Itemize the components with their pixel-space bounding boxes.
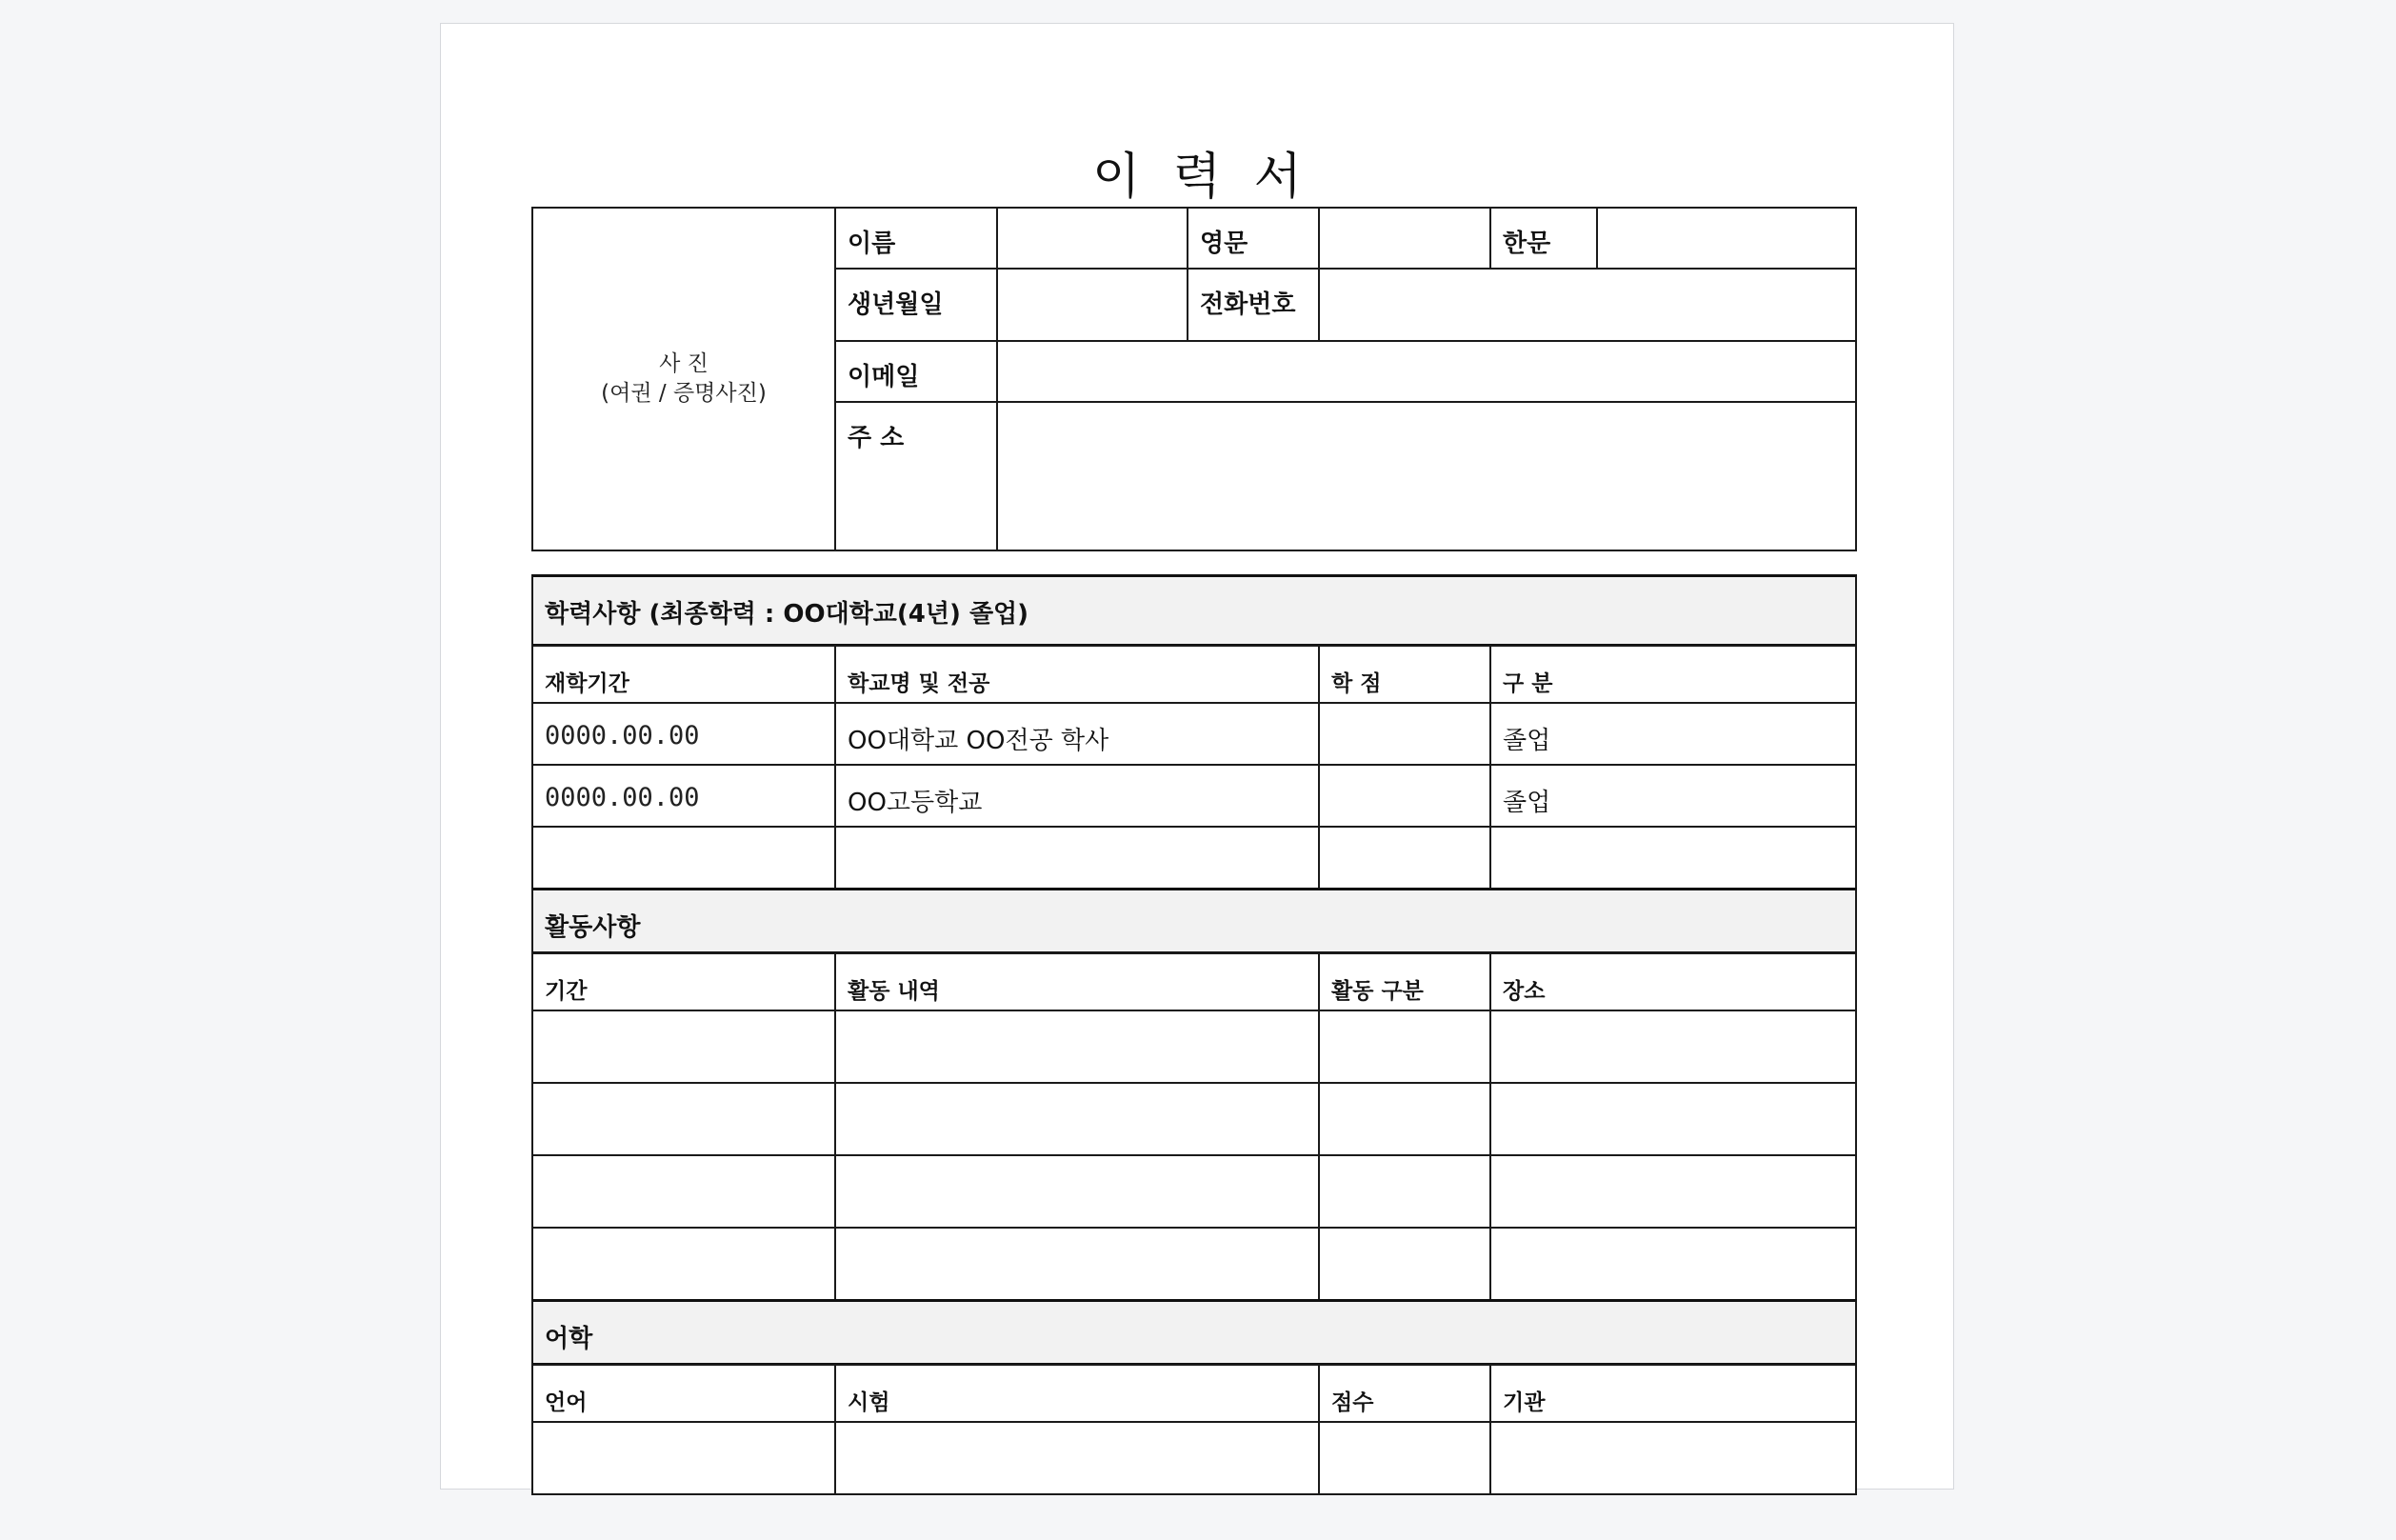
resume-form <box>531 207 1857 1540</box>
activities-row-detail[interactable] <box>834 1082 1320 1156</box>
address-field[interactable] <box>996 401 1857 551</box>
hanja-name-field[interactable] <box>1596 207 1857 270</box>
activities-row-detail[interactable] <box>834 1010 1320 1084</box>
language-header-org: 기관 <box>1489 1364 1857 1423</box>
page-title: 이 력 서 <box>1092 149 1302 206</box>
education-row-status[interactable] <box>1489 826 1857 890</box>
education-row-period[interactable] <box>531 826 836 890</box>
activities-row-type[interactable] <box>1318 1227 1491 1301</box>
education-row-school[interactable] <box>834 826 1320 890</box>
language-header-test: 시험 <box>834 1364 1320 1423</box>
language-section-title: 어학 <box>531 1299 1857 1366</box>
education-header-status: 구 분 <box>1489 645 1857 704</box>
activities-row-period[interactable] <box>531 1010 836 1084</box>
activities-row-detail[interactable] <box>834 1227 1320 1301</box>
activities-row-place[interactable] <box>1489 1227 1857 1301</box>
photo-note: (여권 / 증명사진) <box>601 381 767 406</box>
education-row-period[interactable]: 0000.00.00 <box>531 702 836 766</box>
document-page <box>440 23 1954 1490</box>
education-row-grade[interactable] <box>1318 826 1491 890</box>
language-row-score[interactable] <box>1318 1421 1491 1495</box>
education-section-title: 학력사항 (최종학력 : OO대학교(4년) 졸업) <box>531 574 1857 647</box>
name-field[interactable] <box>996 207 1188 270</box>
education-header-period: 재학기간 <box>531 645 836 704</box>
activities-header-period: 기간 <box>531 952 836 1011</box>
language-row-language[interactable] <box>531 1421 836 1495</box>
address-label: 주 소 <box>834 401 998 551</box>
language-row-test[interactable] <box>834 1421 1320 1495</box>
education-row-grade[interactable] <box>1318 702 1491 766</box>
activities-row-detail[interactable] <box>834 1154 1320 1229</box>
photo-box[interactable] <box>531 207 836 551</box>
name-label: 이름 <box>834 207 998 270</box>
birth-field[interactable] <box>996 268 1188 342</box>
activities-section-title: 활동사항 <box>531 888 1857 954</box>
activities-row-place[interactable] <box>1489 1082 1857 1156</box>
language-row-org[interactable] <box>1489 1421 1857 1495</box>
birth-label: 생년월일 <box>834 268 998 342</box>
activities-header-detail: 활동 내역 <box>834 952 1320 1011</box>
education-row-school[interactable]: OO대학교 OO전공 학사 <box>834 702 1320 766</box>
english-name-field[interactable] <box>1318 207 1491 270</box>
activities-row-place[interactable] <box>1489 1154 1857 1229</box>
language-header-score: 점수 <box>1318 1364 1491 1423</box>
photo-label: 사 진 <box>659 351 709 376</box>
activities-row-period[interactable] <box>531 1082 836 1156</box>
education-row-period[interactable]: 0000.00.00 <box>531 764 836 828</box>
email-field[interactable] <box>996 340 1857 403</box>
activities-row-type[interactable] <box>1318 1082 1491 1156</box>
activities-row-period[interactable] <box>531 1227 836 1301</box>
email-label: 이메일 <box>834 340 998 403</box>
activities-row-period[interactable] <box>531 1154 836 1229</box>
phone-field[interactable] <box>1318 268 1857 342</box>
activities-row-place[interactable] <box>1489 1010 1857 1084</box>
hanja-name-label: 한문 <box>1489 207 1598 270</box>
education-header-school: 학교명 및 전공 <box>834 645 1320 704</box>
language-header-language: 언어 <box>531 1364 836 1423</box>
activities-row-type[interactable] <box>1318 1010 1491 1084</box>
activities-row-type[interactable] <box>1318 1154 1491 1229</box>
education-header-grade: 학 점 <box>1318 645 1491 704</box>
activities-header-place: 장소 <box>1489 952 1857 1011</box>
education-row-status[interactable]: 졸업 <box>1489 702 1857 766</box>
education-row-school[interactable]: OO고등학교 <box>834 764 1320 828</box>
education-row-grade[interactable] <box>1318 764 1491 828</box>
activities-header-type: 활동 구분 <box>1318 952 1491 1011</box>
english-name-label: 영문 <box>1187 207 1320 270</box>
education-row-status[interactable]: 졸업 <box>1489 764 1857 828</box>
phone-label: 전화번호 <box>1187 268 1320 342</box>
